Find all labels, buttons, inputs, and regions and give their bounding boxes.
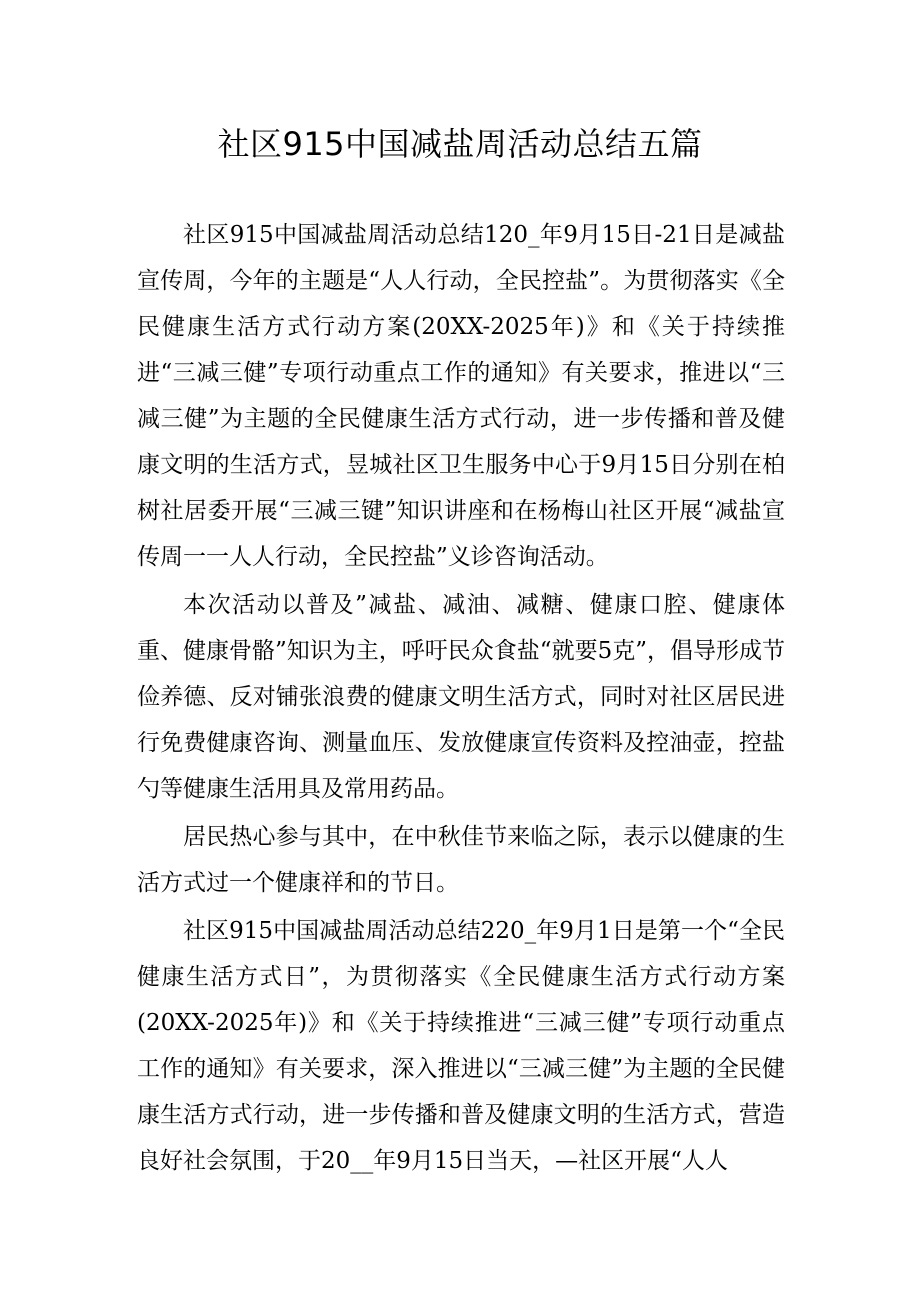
document-body: [137, 212, 785, 1184]
paragraph: 本次活动以普及”减盐、减油、减糖、健康口腔、健康体重、健康骨骼”知识为主，呼吁民众食盐“就要5克”，倡导形成节俭养德、反对铺张浪费的健康文明生活方式，同时对社区居民进行免费健康咨询、测量血压、发放健康宣传资料及控油壶，控盐勺等健康生活用具及常用药品。: [137, 592, 785, 802]
paragraph: 居民热心参与其中，在中秋佳节来临之际，表示以健康的生活方式过一个健康祥和的节日。: [137, 824, 785, 896]
paragraph: 社区915中国减盐周活动总结220_年9月1日是第一个“全民健康生活方式日”，为贯彻落实《全民健康生活方式行动方案(20XX-2025年)》和《关于持续推进“三减三健”专项行动重点工作的通知》有关要求，深入推进以“三减三健”为主题的全民健康生活方式行动，进一步传播和普及健康文明的生活方式，营造良好社会氛围，于20__年9月15日当天，—社区开展“人人: [137, 918, 785, 1174]
paragraph: 社区915中国减盐周活动总结120_年9月15日-21日是减盐宣传周，今年的主题是“人人行动，全民控盐”。为贯彻落实《全民健康生活方式行动方案(20XX-2025年)》和《关于持续推进“三减三健”专项行动重点工作的通知》有关要求，推进以“三减三健”为主题的全民健康生活方式行动，进一步传播和普及健康文明的生活方式，昱城社区卫生服务中心于9月15日分别在柏树社居委开展“三减三键”知识讲座和在杨梅山社区开展“减盐宣传周一一人人行动，全民控盐”义诊咨询活动。: [137, 222, 785, 570]
page-title: 社区915中国减盐周活动总结五篇: [217, 125, 703, 163]
